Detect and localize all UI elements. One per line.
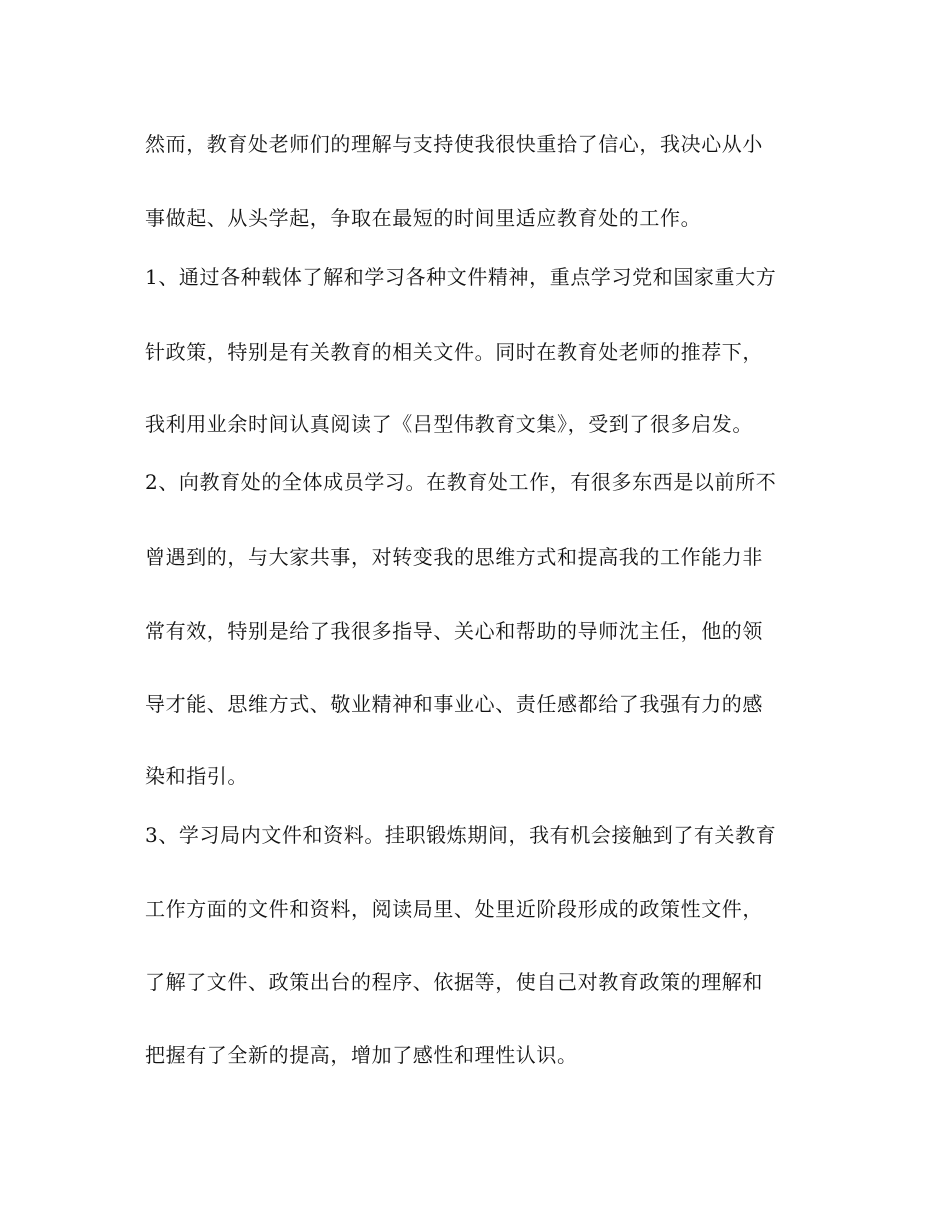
text-line: 1、通过各种载体了解和学习各种文件精神，重点学习党和国家重大方 — [145, 265, 777, 289]
text-line: 然而，教育处老师们的理解与支持使我很快重拾了信心，我决心从小 — [145, 132, 763, 156]
text-line: 染和指引。 — [145, 764, 248, 788]
text-line: 工作方面的文件和资料，阅读局里、处里近阶段形成的政策性文件， — [145, 897, 763, 921]
text-line: 针政策，特别是有关教育的相关文件。同时在教育处老师的推荐下， — [145, 340, 763, 364]
text-line: 事做起、从头学起，争取在最短的时间里适应教育处的工作。 — [145, 206, 702, 230]
text-line: 常有效，特别是给了我很多指导、关心和帮助的导师沈主任，他的领 — [145, 619, 763, 643]
text-line: 导才能、思维方式、敬业精神和事业心、责任感都给了我强有力的感 — [145, 692, 763, 716]
text-line: 我利用业余时间认真阅读了《吕型伟教育文集》，受到了很多启发。 — [145, 412, 753, 436]
text-line: 2、向教育处的全体成员学习。在教育处工作，有很多东西是以前所不 — [145, 470, 777, 494]
text-line: 把握有了全新的提高，增加了感性和理性认识。 — [145, 1043, 578, 1067]
text-line: 3、学习局内文件和资料。挂职锻炼期间，我有机会接触到了有关教育 — [145, 823, 777, 847]
text-line: 了解了文件、政策出台的程序、依据等，使自己对教育政策的理解和 — [145, 970, 763, 994]
text-line: 曾遇到的，与大家共事，对转变我的思维方式和提高我的工作能力非 — [145, 545, 763, 569]
